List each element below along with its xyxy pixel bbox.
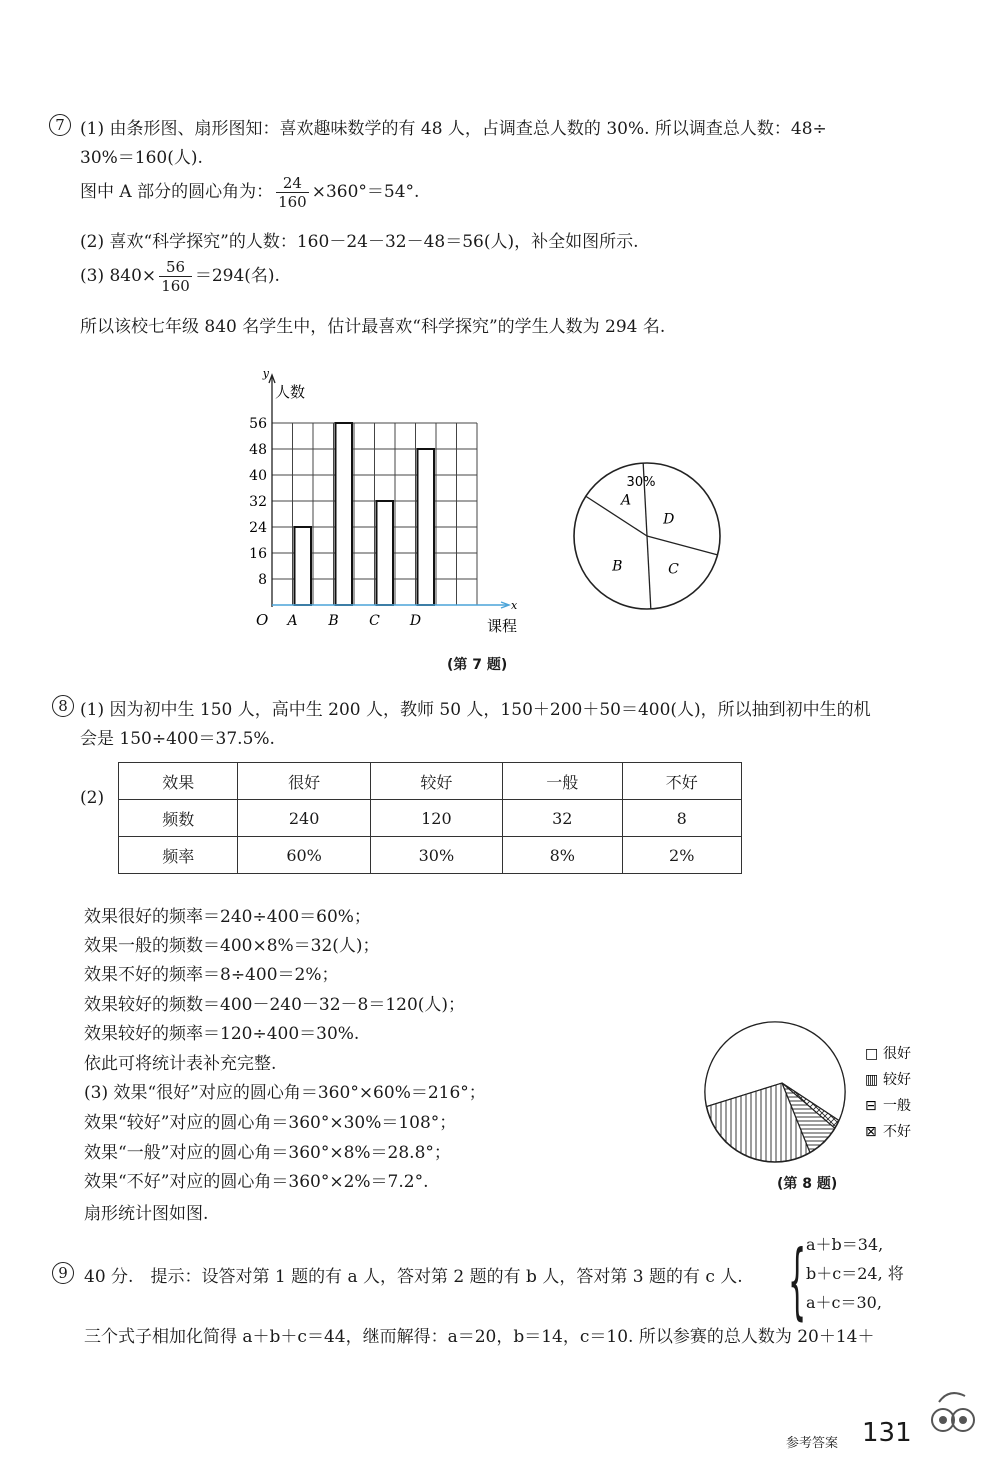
equation-3: a＋c＝30,: [806, 1293, 882, 1312]
q8-line: 效果不好的频率＝8÷400＝2%；: [84, 965, 339, 985]
fraction-denominator: 160: [278, 193, 307, 211]
bar-A: [295, 527, 312, 605]
question-number-7: 7: [49, 114, 71, 136]
equation-system: [806, 1230, 904, 1317]
q8-line: 效果“不好”对应的圆心角＝360°×2%＝7.2°.: [84, 1172, 429, 1192]
bar-D: [418, 449, 435, 605]
x-tick-label: D: [409, 613, 422, 629]
y-tick-label: 32: [249, 494, 267, 510]
legend-label: 不好: [883, 1124, 911, 1140]
bar-C: [377, 501, 394, 605]
q7-line5-post: ＝294(名).: [194, 266, 280, 286]
equation-1: a＋b＝34,: [806, 1235, 884, 1254]
table-row: [119, 837, 742, 874]
x-tick-label: B: [328, 613, 339, 629]
q8-line: 效果一般的频数＝400×8%＝32(人)；: [84, 936, 380, 956]
q7-line4: (2) 喜欢“科学探究”的人数：160－24－32－48＝56(人)，补全如图所示.: [80, 232, 639, 252]
q8-line: 效果较好的频率＝120÷400＝30%.: [84, 1024, 360, 1044]
q8-part2-label: (2): [80, 788, 105, 808]
table-header-cell: 一般: [503, 763, 622, 800]
y-axis-title: 人数: [275, 383, 306, 401]
q9-line2: 三个式子相加化简得 a＋b＋c＝44，继而解得：a＝20，b＝14，c＝10. 所以参赛的总人数为 20＋14＋: [84, 1327, 875, 1347]
q8-line: 扇形统计图如图.: [84, 1204, 209, 1224]
bar-B: [336, 423, 353, 605]
y-tick-label: 40: [249, 468, 267, 484]
x-axis-title: 课程: [487, 617, 518, 635]
q8-line: 依此可将统计表补充完整.: [84, 1054, 277, 1074]
q8-line2: 会是 150÷400＝37.5%.: [80, 729, 275, 749]
q7-line5-pre: (3) 840×: [80, 266, 157, 286]
pie-chart-courses: [568, 458, 728, 618]
pie-label-D: D: [663, 511, 675, 528]
table-header-cell: 不好: [622, 763, 742, 800]
table-cell: 32: [503, 800, 622, 837]
table-cell: 频率: [119, 837, 238, 874]
question-number-8: 8: [52, 695, 74, 717]
table-cell: 频数: [119, 800, 238, 837]
y-tick-label: 16: [249, 546, 267, 562]
q8-line: (3) 效果“很好”对应的圆心角＝360°×60%＝216°；: [84, 1083, 486, 1103]
legend-label: 一般: [883, 1098, 911, 1114]
table-header-row: [119, 763, 742, 800]
y-axis-letter: y: [262, 367, 269, 380]
q7-line2: 30%＝160(人).: [80, 148, 203, 168]
figure-caption-q8: (第 8 题): [777, 1176, 838, 1192]
legend-label: 很好: [883, 1046, 911, 1062]
legend-swatch: ▥: [865, 1072, 879, 1088]
origin-label: O: [256, 611, 269, 629]
x-tick-label: C: [369, 613, 380, 629]
table-cell: 240: [238, 800, 370, 837]
mascot-icon: [925, 1380, 985, 1440]
equation-brace: {: [788, 1233, 807, 1330]
table-cell: 30%: [370, 837, 502, 874]
table-header-cell: 很好: [238, 763, 370, 800]
x-axis-letter: x: [511, 599, 518, 612]
bar-chart-courses: [240, 365, 518, 655]
y-tick-label: 8: [258, 572, 267, 588]
q8-line1: (1) 因为初中生 150 人，高中生 200 人，教师 50 人，150＋200＋50＝400(人)，所以抽到初中生的机: [80, 700, 871, 720]
fraction-numerator: 56: [159, 258, 192, 277]
q8-line: 效果“一般”对应的圆心角＝360°×8%＝28.8°；: [84, 1143, 451, 1163]
pie-annotation-percent: 30%: [626, 475, 656, 490]
q8-line: 效果很好的频率＝240÷400＝60%；: [84, 907, 371, 927]
figure-caption-q7: (第 7 题): [447, 657, 508, 673]
y-tick-label: 24: [249, 520, 267, 536]
q9-line1: 40 分. 提示：设答对第 1 题的有 a 人，答对第 2 题的有 b 人，答对第 3 题的有 c 人.: [84, 1267, 743, 1287]
q7-line5: [80, 258, 280, 295]
q7-line3-pre: 图中 A 部分的圆心角为：: [80, 182, 274, 202]
x-tick-label: A: [287, 613, 298, 629]
fraction-24-160: [276, 174, 309, 211]
pie-label-C: C: [668, 561, 679, 578]
q7-line6: 所以该校七年级 840 名学生中，估计最喜欢“科学探究”的学生人数为 294 名.: [80, 317, 666, 337]
table-header-cell: 效果: [119, 763, 238, 800]
table-cell: 8%: [503, 837, 622, 874]
legend-swatch: ⊟: [865, 1098, 877, 1114]
statistics-table: [118, 762, 742, 874]
table-row: [119, 800, 742, 837]
q7-line1: (1) 由条形图、扇形图知：喜欢趣味数学的有 48 人，占调查总人数的 30%. 所以调查总人数：48÷: [80, 119, 827, 139]
mascot-logo: [925, 1380, 985, 1440]
fraction-denominator: 160: [161, 277, 190, 295]
fraction-numerator: 24: [276, 174, 309, 193]
footer-section-label: 参考答案: [786, 1436, 839, 1451]
y-tick-label: 48: [249, 442, 267, 458]
q7-line3-post: ×360°＝54°.: [311, 182, 420, 202]
pie-label-B: B: [612, 558, 623, 575]
equation-2: b＋c＝24, 将: [806, 1264, 904, 1283]
legend-swatch: □: [865, 1046, 879, 1062]
q8-line: 效果较好的频数＝400－240－32－8＝120(人)；: [84, 995, 466, 1015]
pie-chart-effect: [705, 1020, 945, 1180]
y-tick-label: 56: [249, 416, 267, 432]
pie-label-A: A: [620, 492, 632, 509]
table-cell: 120: [370, 800, 502, 837]
question-number-9: 9: [52, 1262, 74, 1284]
table-cell: 60%: [238, 837, 370, 874]
table-header-cell: 较好: [370, 763, 502, 800]
page-number: 131: [862, 1418, 912, 1448]
fraction-56-160: [159, 258, 192, 295]
table-cell: 2%: [622, 837, 742, 874]
legend-swatch: ⊠: [865, 1124, 877, 1140]
q7-line3: [80, 174, 419, 211]
q8-line: 效果“较好”对应的圆心角＝360°×30%＝108°；: [84, 1113, 457, 1133]
table-cell: 8: [622, 800, 742, 837]
legend-label: 较好: [883, 1072, 911, 1088]
